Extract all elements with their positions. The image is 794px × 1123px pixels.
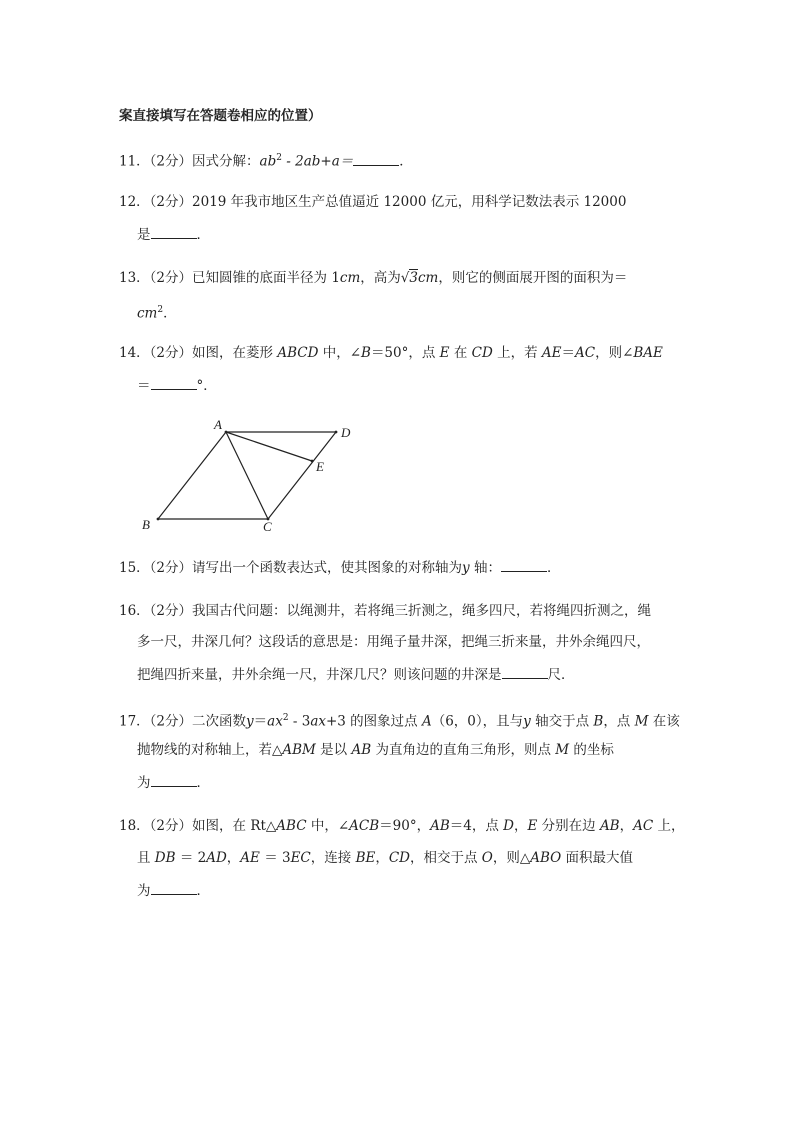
- question-text: 是以: [315, 742, 352, 758]
- math-var: AC: [633, 818, 654, 834]
- math-var: A: [421, 713, 432, 730]
- question-text: 尺．: [547, 667, 575, 683]
- point-D: [335, 431, 338, 434]
- math-var: E: [439, 345, 450, 361]
- question-13: [119, 268, 627, 288]
- question-text: 面积最大值: [561, 850, 634, 866]
- question-11: [119, 148, 413, 172]
- question-text: ，连接: [310, 850, 356, 866]
- question-text: 因式分解：: [192, 153, 260, 170]
- math-var: ABCD: [277, 345, 319, 361]
- question-text: ＝ 3: [259, 850, 291, 866]
- question-text: ，: [513, 818, 528, 834]
- math-var: ax: [267, 713, 283, 730]
- question-text: 多一尺，井深几何？这段话的意思是：用绳子量井深，把绳三折来量，井外余绳四尺，: [137, 634, 650, 650]
- segment-CD: [268, 432, 336, 519]
- question-text: （6，0），且与: [431, 713, 524, 730]
- question-text: ＝: [253, 713, 268, 730]
- question-text: 中，∠: [318, 345, 362, 361]
- question-text: ＝4，点: [449, 818, 504, 834]
- segment-AC: [226, 432, 268, 519]
- math-var: ABO: [530, 850, 562, 866]
- math-var: AB: [599, 818, 620, 834]
- math-expression-rest: - 2ab+a＝: [281, 153, 354, 170]
- question-16-line2: [137, 632, 650, 652]
- question-17: [119, 708, 680, 732]
- rhombus-figure: [130, 412, 370, 542]
- math-var: AB: [351, 742, 372, 758]
- math-var: y: [462, 560, 470, 576]
- exponent: 2: [282, 713, 289, 723]
- sqrt-expression: √3: [400, 270, 418, 286]
- math-var: EC: [290, 850, 311, 866]
- question-text: ，高为: [360, 270, 401, 286]
- question-14-line2: [137, 375, 217, 396]
- math-var: ABM: [282, 742, 316, 758]
- question-text: 的坐标: [569, 742, 614, 758]
- question-number: 12．（2分）: [119, 194, 193, 210]
- question-number: 17．（2分）: [119, 713, 193, 730]
- question-text: ＝ 2: [175, 850, 207, 866]
- label-B: B: [142, 517, 150, 532]
- question-text: 上，若: [492, 345, 542, 361]
- unit: cm: [418, 270, 439, 286]
- math-var: BE: [355, 850, 376, 866]
- question-text: 2019 年我市地区生产总值逼近 12000 亿元，用科学记数法表示 12000: [192, 194, 627, 210]
- question-text: ＝: [137, 378, 151, 394]
- math-var: D: [503, 818, 514, 834]
- question-12-line2: [137, 224, 210, 245]
- question-text: 为: [137, 775, 151, 791]
- question-text: 如图，在 Rt△: [192, 818, 277, 834]
- radicand: 3: [409, 270, 418, 286]
- answer-blank[interactable]: [502, 664, 548, 679]
- question-text: 轴：: [469, 560, 501, 576]
- period: ．: [163, 305, 177, 322]
- unit: cm: [137, 305, 158, 322]
- question-text: ＝: [561, 345, 575, 361]
- label-C: C: [263, 519, 272, 534]
- period: ．: [546, 560, 561, 576]
- question-16: [119, 601, 651, 621]
- question-number: 18．（2分）: [119, 818, 193, 834]
- point-A: [225, 431, 228, 434]
- question-text: ，则它的侧面展开图的面积为＝: [438, 270, 628, 286]
- question-text: 且: [137, 850, 155, 866]
- question-text: 是: [137, 227, 151, 243]
- question-text: ，相交于点: [410, 850, 482, 866]
- label-A: A: [214, 417, 222, 432]
- question-text: 我国古代问题：以绳测井，若将绳三折测之，绳多四尺，若将绳四折测之，绳: [192, 603, 652, 619]
- math-expression: ab: [259, 153, 277, 170]
- math-var: AE: [541, 345, 562, 361]
- point-B: [157, 518, 160, 521]
- question-text: - 3: [288, 713, 311, 730]
- question-text: 上，: [653, 818, 685, 834]
- math-var: ACB: [349, 818, 380, 834]
- point-E: [311, 460, 314, 463]
- math-var: y: [246, 713, 254, 730]
- question-number: 15．（2分）: [119, 560, 193, 576]
- question-text: 轴交于点: [530, 713, 594, 730]
- question-number: 11．（2分）: [119, 153, 193, 170]
- math-var: AD: [206, 850, 227, 866]
- question-15: [119, 557, 560, 578]
- math-var: B: [593, 713, 604, 730]
- math-var: y: [523, 713, 531, 730]
- question-12: [119, 192, 626, 212]
- question-text: ，: [375, 850, 389, 866]
- math-var: AE: [240, 850, 260, 866]
- exponent: 2: [276, 153, 282, 163]
- question-18: [119, 816, 685, 836]
- question-text: 把绳四折来量，井外余绳一尺，井深几尺？则该问题的井深是: [137, 667, 502, 683]
- question-text: ，则△: [492, 850, 531, 866]
- label-E: E: [316, 459, 324, 474]
- question-13-line2: [137, 300, 177, 324]
- question-number: 13．（2分）: [119, 270, 193, 286]
- math-var: B: [361, 345, 371, 361]
- question-text: ，则∠: [595, 345, 634, 361]
- period: ．: [196, 883, 210, 899]
- question-14: [119, 343, 663, 363]
- question-text: ＝50°，点: [370, 345, 440, 361]
- math-var: CD: [471, 345, 493, 361]
- question-text: 请写出一个函数表达式，使其图象的对称轴为: [192, 560, 463, 576]
- question-17-line3: [137, 772, 210, 793]
- math-var: ax: [310, 713, 326, 730]
- question-number: 14．（2分）: [119, 345, 193, 361]
- math-var: E: [527, 818, 538, 834]
- segment-AB: [158, 432, 226, 519]
- question-text: 已知圆锥的底面半径为 1: [192, 270, 340, 286]
- question-text: ＝90°，: [379, 818, 431, 834]
- period: ．: [196, 227, 210, 243]
- question-text: 在该: [648, 713, 680, 730]
- question-text: 为直角边的直角三角形，则点: [371, 742, 556, 758]
- question-text: +3 的图象过点: [325, 713, 422, 730]
- math-var: O: [481, 850, 493, 866]
- math-var: AC: [574, 345, 596, 361]
- math-var: M: [634, 713, 649, 730]
- question-text: °．: [196, 378, 217, 394]
- answer-blank[interactable]: [501, 557, 547, 572]
- question-18-line2: [137, 848, 633, 868]
- question-text: 中，∠: [306, 818, 350, 834]
- question-number: 16．（2分）: [119, 603, 193, 619]
- answer-blank[interactable]: [151, 224, 197, 239]
- question-text: 如图，在菱形: [192, 345, 278, 361]
- answer-blank[interactable]: [353, 151, 399, 166]
- question-text: 在: [449, 345, 472, 361]
- question-16-line3: [137, 664, 575, 685]
- question-18-line3: [137, 880, 210, 901]
- question-text: 分别在边: [537, 818, 600, 834]
- label-D: D: [341, 425, 351, 440]
- answer-blank[interactable]: [151, 772, 197, 787]
- question-text: 为: [137, 883, 151, 899]
- section-header: 案直接填写在答题卷相应的位置）: [119, 108, 322, 124]
- exponent: 2: [157, 305, 164, 315]
- math-var: CD: [388, 850, 410, 866]
- answer-blank[interactable]: [151, 375, 197, 390]
- period: ．: [399, 153, 413, 170]
- question-text: ，: [619, 818, 634, 834]
- period: ．: [196, 775, 210, 791]
- question-text: ，: [226, 850, 241, 866]
- math-var: DB: [154, 850, 176, 866]
- question-17-line2: [137, 740, 614, 760]
- math-var: BAE: [633, 345, 663, 361]
- math-var: M: [555, 742, 570, 758]
- math-var: ABC: [276, 818, 307, 834]
- question-text: 二次函数: [192, 713, 247, 730]
- answer-blank[interactable]: [151, 880, 197, 895]
- unit: cm: [339, 270, 361, 286]
- question-text: ，点: [603, 713, 635, 730]
- segment-AE: [226, 432, 312, 461]
- math-var: AB: [430, 818, 450, 834]
- question-text: 抛物线的对称轴上，若△: [137, 742, 283, 758]
